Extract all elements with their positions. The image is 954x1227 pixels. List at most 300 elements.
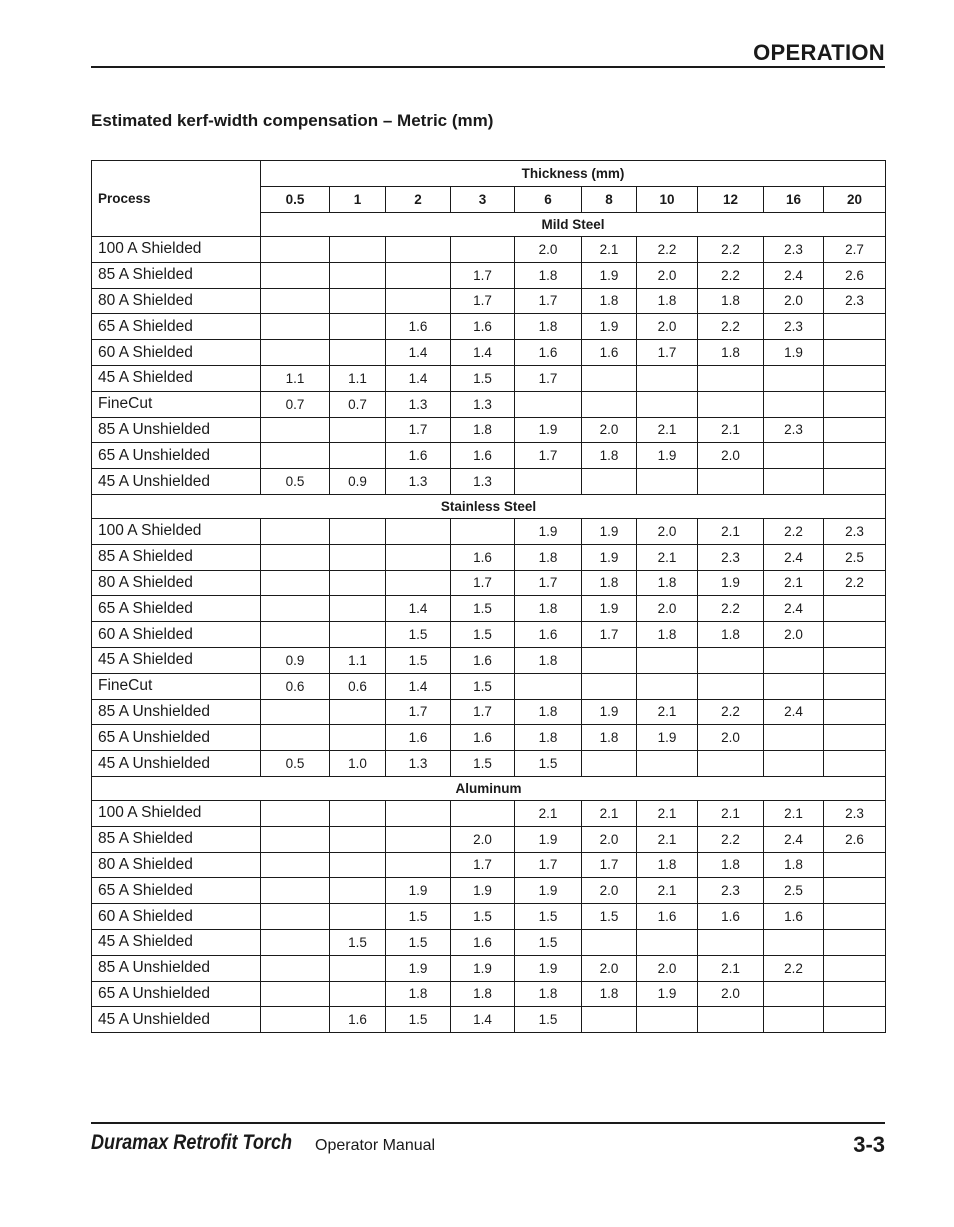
kerf-value-cell: 2.0 <box>582 878 637 904</box>
kerf-value-cell: 1.7 <box>386 699 451 725</box>
kerf-value-cell: 1.8 <box>515 314 582 340</box>
kerf-value-cell: 1.5 <box>451 751 515 777</box>
table-row <box>92 800 886 826</box>
kerf-value-cell <box>698 647 764 673</box>
kerf-value-cell <box>330 417 386 443</box>
kerf-value-cell <box>698 469 764 495</box>
kerf-value-cell <box>261 699 330 725</box>
kerf-value-cell: 1.4 <box>386 340 451 366</box>
table-row <box>92 391 886 417</box>
kerf-value-cell: 1.9 <box>764 340 824 366</box>
kerf-value-cell: 2.3 <box>698 878 764 904</box>
kerf-value-cell: 0.6 <box>261 673 330 699</box>
kerf-value-cell <box>386 826 451 852</box>
table-row <box>92 878 886 904</box>
kerf-value-cell <box>824 981 886 1007</box>
kerf-value-cell: 1.8 <box>698 622 764 648</box>
process-cell: 45 A Shielded <box>92 929 261 955</box>
kerf-value-cell: 1.7 <box>515 570 582 596</box>
kerf-value-cell <box>451 800 515 826</box>
kerf-value-cell <box>330 878 386 904</box>
material-header-row <box>92 494 886 518</box>
process-cell: 65 A Unshielded <box>92 981 261 1007</box>
kerf-value-cell: 1.9 <box>515 878 582 904</box>
kerf-value-cell <box>698 673 764 699</box>
kerf-value-cell: 0.5 <box>261 469 330 495</box>
table-row <box>92 518 886 544</box>
kerf-value-cell: 1.6 <box>451 314 515 340</box>
table-row <box>92 622 886 648</box>
kerf-value-cell: 2.5 <box>824 544 886 570</box>
kerf-value-cell: 2.1 <box>637 544 698 570</box>
table-row <box>92 904 886 930</box>
process-cell: 65 A Shielded <box>92 878 261 904</box>
process-cell: 45 A Shielded <box>92 647 261 673</box>
page-number: 3-3 <box>853 1132 885 1157</box>
kerf-value-cell <box>261 314 330 340</box>
kerf-width-table <box>91 160 886 1033</box>
kerf-value-cell <box>582 365 637 391</box>
kerf-value-cell: 1.8 <box>698 288 764 314</box>
thickness-column-header: 20 <box>824 187 886 213</box>
kerf-value-cell <box>582 391 637 417</box>
kerf-value-cell: 2.1 <box>698 518 764 544</box>
process-cell: 45 A Unshielded <box>92 1007 261 1033</box>
process-cell: 65 A Shielded <box>92 596 261 622</box>
kerf-value-cell: 1.3 <box>386 391 451 417</box>
kerf-value-cell: 1.5 <box>386 904 451 930</box>
kerf-value-cell: 1.6 <box>764 904 824 930</box>
kerf-value-cell: 1.9 <box>451 955 515 981</box>
process-cell: FineCut <box>92 673 261 699</box>
kerf-value-cell <box>330 725 386 751</box>
kerf-value-cell: 1.8 <box>637 852 698 878</box>
kerf-value-cell <box>824 340 886 366</box>
kerf-value-cell: 1.9 <box>637 725 698 751</box>
kerf-value-cell <box>330 981 386 1007</box>
kerf-value-cell <box>386 237 451 263</box>
kerf-value-cell <box>698 391 764 417</box>
kerf-value-cell: 2.2 <box>698 826 764 852</box>
footer-document-type: Operator Manual <box>315 1137 436 1154</box>
kerf-value-cell: 2.3 <box>824 800 886 826</box>
kerf-value-cell: 1.8 <box>582 443 637 469</box>
kerf-value-cell: 2.2 <box>764 955 824 981</box>
kerf-value-cell: 1.9 <box>386 955 451 981</box>
kerf-value-cell <box>261 725 330 751</box>
process-column-header: Process <box>92 161 261 237</box>
kerf-value-cell: 2.1 <box>582 800 637 826</box>
kerf-value-cell <box>261 596 330 622</box>
kerf-value-cell: 1.5 <box>451 673 515 699</box>
kerf-value-cell <box>824 878 886 904</box>
kerf-value-cell: 1.6 <box>451 929 515 955</box>
kerf-value-cell <box>824 699 886 725</box>
kerf-value-cell <box>386 288 451 314</box>
kerf-value-cell <box>764 391 824 417</box>
kerf-value-cell: 2.0 <box>637 596 698 622</box>
kerf-value-cell: 1.5 <box>330 929 386 955</box>
kerf-value-cell <box>764 725 824 751</box>
kerf-value-cell: 1.9 <box>582 596 637 622</box>
kerf-value-cell: 1.1 <box>330 365 386 391</box>
thickness-column-header: 8 <box>582 187 637 213</box>
kerf-value-cell <box>824 955 886 981</box>
kerf-value-cell: 2.0 <box>698 981 764 1007</box>
kerf-value-cell: 2.1 <box>698 417 764 443</box>
kerf-value-cell <box>261 904 330 930</box>
kerf-value-cell: 2.2 <box>698 699 764 725</box>
kerf-value-cell <box>386 570 451 596</box>
kerf-value-cell: 1.6 <box>515 340 582 366</box>
kerf-value-cell <box>824 725 886 751</box>
table-row <box>92 751 886 777</box>
kerf-value-cell: 1.6 <box>637 904 698 930</box>
kerf-value-cell: 1.6 <box>386 725 451 751</box>
table-row <box>92 288 886 314</box>
kerf-value-cell <box>824 751 886 777</box>
kerf-value-cell: 1.9 <box>515 417 582 443</box>
kerf-value-cell <box>824 469 886 495</box>
kerf-value-cell: 1.9 <box>451 878 515 904</box>
kerf-value-cell: 1.4 <box>386 673 451 699</box>
thickness-column-header: 12 <box>698 187 764 213</box>
table-row <box>92 314 886 340</box>
kerf-value-cell <box>386 800 451 826</box>
kerf-value-cell <box>698 365 764 391</box>
kerf-value-cell: 1.3 <box>451 469 515 495</box>
kerf-value-cell: 1.9 <box>515 518 582 544</box>
kerf-value-cell <box>582 469 637 495</box>
kerf-value-cell: 1.9 <box>386 878 451 904</box>
footer-product-name: Duramax Retrofit Torch <box>91 1131 293 1154</box>
kerf-value-cell <box>637 647 698 673</box>
kerf-value-cell: 1.9 <box>582 262 637 288</box>
kerf-value-cell <box>261 262 330 288</box>
kerf-value-cell: 1.5 <box>515 929 582 955</box>
kerf-value-cell <box>698 1007 764 1033</box>
kerf-value-cell: 1.5 <box>515 1007 582 1033</box>
kerf-value-cell: 1.8 <box>637 622 698 648</box>
kerf-value-cell <box>261 929 330 955</box>
kerf-value-cell: 2.0 <box>764 622 824 648</box>
kerf-value-cell: 2.2 <box>698 237 764 263</box>
kerf-value-cell <box>515 469 582 495</box>
kerf-value-cell: 2.4 <box>764 699 824 725</box>
kerf-value-cell <box>261 826 330 852</box>
process-cell: 80 A Shielded <box>92 570 261 596</box>
process-cell: 85 A Unshielded <box>92 955 261 981</box>
kerf-value-cell: 1.7 <box>451 852 515 878</box>
kerf-value-cell <box>330 237 386 263</box>
kerf-value-cell: 1.8 <box>637 570 698 596</box>
kerf-value-cell <box>261 237 330 263</box>
kerf-value-cell: 2.1 <box>515 800 582 826</box>
kerf-value-cell: 0.9 <box>261 647 330 673</box>
process-cell: 100 A Shielded <box>92 237 261 263</box>
kerf-value-cell <box>261 288 330 314</box>
kerf-value-cell: 2.4 <box>764 544 824 570</box>
table-row <box>92 852 886 878</box>
kerf-value-cell <box>637 469 698 495</box>
kerf-value-cell <box>386 518 451 544</box>
kerf-value-cell <box>824 647 886 673</box>
section-header: OPERATION <box>753 40 885 65</box>
table-row <box>92 443 886 469</box>
process-cell: 100 A Shielded <box>92 800 261 826</box>
kerf-value-cell <box>261 417 330 443</box>
thickness-header-row <box>92 161 886 187</box>
kerf-value-cell: 2.0 <box>451 826 515 852</box>
kerf-value-cell: 1.5 <box>582 904 637 930</box>
kerf-value-cell: 1.8 <box>515 981 582 1007</box>
process-cell: 85 A Unshielded <box>92 699 261 725</box>
table-row <box>92 544 886 570</box>
kerf-value-cell <box>637 929 698 955</box>
kerf-value-cell: 1.9 <box>582 699 637 725</box>
kerf-value-cell: 1.5 <box>451 904 515 930</box>
kerf-value-cell: 1.7 <box>515 365 582 391</box>
kerf-value-cell <box>451 518 515 544</box>
kerf-value-cell: 1.8 <box>386 981 451 1007</box>
kerf-value-cell <box>330 904 386 930</box>
kerf-value-cell: 1.6 <box>451 647 515 673</box>
kerf-value-cell: 1.3 <box>451 391 515 417</box>
process-cell: FineCut <box>92 391 261 417</box>
kerf-value-cell <box>637 391 698 417</box>
kerf-value-cell: 2.0 <box>698 725 764 751</box>
kerf-value-cell <box>330 518 386 544</box>
kerf-value-cell <box>698 751 764 777</box>
kerf-value-cell <box>261 955 330 981</box>
table-row <box>92 955 886 981</box>
kerf-value-cell: 2.6 <box>824 262 886 288</box>
kerf-value-cell: 2.0 <box>582 955 637 981</box>
kerf-value-cell <box>330 622 386 648</box>
kerf-value-cell: 1.7 <box>515 443 582 469</box>
kerf-value-cell: 1.7 <box>582 852 637 878</box>
process-cell: 65 A Shielded <box>92 314 261 340</box>
kerf-value-cell: 1.7 <box>451 699 515 725</box>
kerf-value-cell <box>582 751 637 777</box>
kerf-value-cell: 2.1 <box>582 237 637 263</box>
kerf-value-cell: 1.6 <box>386 443 451 469</box>
material-header: Stainless Steel <box>92 494 886 518</box>
process-cell: 85 A Shielded <box>92 826 261 852</box>
kerf-value-cell: 1.9 <box>698 570 764 596</box>
process-cell: 85 A Unshielded <box>92 417 261 443</box>
kerf-value-cell: 2.1 <box>764 800 824 826</box>
thickness-column-header: 10 <box>637 187 698 213</box>
kerf-value-cell: 2.5 <box>764 878 824 904</box>
kerf-value-cell <box>824 904 886 930</box>
kerf-value-cell: 1.7 <box>386 417 451 443</box>
kerf-value-cell: 1.7 <box>451 288 515 314</box>
kerf-value-cell: 1.4 <box>451 340 515 366</box>
kerf-value-cell: 1.6 <box>451 725 515 751</box>
header-divider <box>91 66 885 68</box>
kerf-value-cell <box>261 518 330 544</box>
kerf-value-cell: 1.7 <box>515 852 582 878</box>
kerf-value-cell <box>330 340 386 366</box>
kerf-value-cell <box>764 751 824 777</box>
kerf-value-cell: 2.4 <box>764 596 824 622</box>
kerf-value-cell: 2.1 <box>698 800 764 826</box>
kerf-value-cell: 1.8 <box>582 570 637 596</box>
table-row <box>92 262 886 288</box>
kerf-value-cell: 1.8 <box>451 981 515 1007</box>
kerf-value-cell <box>764 365 824 391</box>
footer-divider <box>91 1122 885 1124</box>
kerf-value-cell: 1.8 <box>515 725 582 751</box>
table-row <box>92 647 886 673</box>
kerf-value-cell: 1.9 <box>637 981 698 1007</box>
process-cell: 60 A Shielded <box>92 622 261 648</box>
kerf-value-cell: 2.7 <box>824 237 886 263</box>
process-cell: 45 A Shielded <box>92 365 261 391</box>
kerf-value-cell: 2.2 <box>698 262 764 288</box>
kerf-value-cell <box>386 852 451 878</box>
kerf-value-cell: 1.5 <box>515 751 582 777</box>
thickness-column-header: 6 <box>515 187 582 213</box>
process-cell: 45 A Unshielded <box>92 469 261 495</box>
kerf-value-cell: 2.1 <box>637 699 698 725</box>
table-row <box>92 673 886 699</box>
kerf-value-cell: 1.9 <box>582 314 637 340</box>
kerf-value-cell <box>824 391 886 417</box>
kerf-value-cell: 1.5 <box>386 1007 451 1033</box>
kerf-value-cell: 2.0 <box>764 288 824 314</box>
kerf-value-cell: 2.6 <box>824 826 886 852</box>
kerf-value-cell <box>637 1007 698 1033</box>
kerf-value-cell <box>582 647 637 673</box>
kerf-value-cell <box>515 673 582 699</box>
material-header-row <box>92 776 886 800</box>
kerf-value-cell <box>764 673 824 699</box>
kerf-value-cell: 1.8 <box>582 288 637 314</box>
kerf-value-cell: 2.1 <box>764 570 824 596</box>
kerf-value-cell: 1.8 <box>515 647 582 673</box>
kerf-value-cell: 1.6 <box>451 443 515 469</box>
kerf-value-cell: 2.3 <box>764 314 824 340</box>
kerf-value-cell: 1.6 <box>386 314 451 340</box>
kerf-value-cell: 2.2 <box>824 570 886 596</box>
kerf-value-cell: 2.0 <box>637 262 698 288</box>
kerf-value-cell <box>764 929 824 955</box>
kerf-value-cell: 1.7 <box>637 340 698 366</box>
kerf-value-cell: 2.2 <box>764 518 824 544</box>
kerf-value-cell: 1.9 <box>515 955 582 981</box>
kerf-value-cell: 1.8 <box>764 852 824 878</box>
kerf-value-cell: 2.1 <box>637 826 698 852</box>
kerf-value-cell: 2.0 <box>637 955 698 981</box>
kerf-value-cell <box>582 673 637 699</box>
process-cell: 80 A Shielded <box>92 852 261 878</box>
kerf-value-cell: 1.8 <box>698 340 764 366</box>
kerf-value-cell: 0.9 <box>330 469 386 495</box>
kerf-value-cell: 2.1 <box>637 800 698 826</box>
kerf-value-cell: 1.6 <box>330 1007 386 1033</box>
kerf-value-cell: 1.5 <box>386 622 451 648</box>
kerf-value-cell: 1.7 <box>515 288 582 314</box>
kerf-value-cell: 2.1 <box>637 417 698 443</box>
kerf-value-cell: 1.4 <box>386 596 451 622</box>
kerf-value-cell: 1.5 <box>515 904 582 930</box>
kerf-value-cell <box>824 417 886 443</box>
table-row <box>92 596 886 622</box>
kerf-value-cell: 2.0 <box>515 237 582 263</box>
thickness-column-header: 2 <box>386 187 451 213</box>
kerf-value-cell <box>637 365 698 391</box>
kerf-value-cell <box>451 237 515 263</box>
kerf-value-cell: 1.6 <box>582 340 637 366</box>
kerf-value-cell <box>824 622 886 648</box>
kerf-value-cell <box>330 288 386 314</box>
kerf-value-cell <box>764 469 824 495</box>
kerf-value-cell: 1.6 <box>698 904 764 930</box>
kerf-value-cell: 2.0 <box>637 314 698 340</box>
kerf-value-cell: 2.1 <box>637 878 698 904</box>
process-cell: 45 A Unshielded <box>92 751 261 777</box>
kerf-value-cell <box>824 596 886 622</box>
kerf-value-cell: 1.7 <box>451 570 515 596</box>
kerf-value-cell <box>330 826 386 852</box>
process-cell: 80 A Shielded <box>92 288 261 314</box>
thickness-column-header: 0.5 <box>261 187 330 213</box>
kerf-value-cell <box>330 955 386 981</box>
kerf-value-cell <box>330 852 386 878</box>
kerf-value-cell <box>261 1007 330 1033</box>
material-header: Aluminum <box>92 776 886 800</box>
kerf-value-cell <box>261 800 330 826</box>
kerf-value-cell <box>824 929 886 955</box>
table-row <box>92 469 886 495</box>
kerf-value-cell <box>824 852 886 878</box>
kerf-value-cell: 1.4 <box>386 365 451 391</box>
process-cell: 85 A Shielded <box>92 544 261 570</box>
kerf-value-cell: 1.8 <box>698 852 764 878</box>
kerf-value-cell: 2.1 <box>698 955 764 981</box>
table-row <box>92 340 886 366</box>
thickness-column-header: 3 <box>451 187 515 213</box>
kerf-value-cell: 1.8 <box>582 981 637 1007</box>
kerf-value-cell <box>330 262 386 288</box>
kerf-value-cell: 1.5 <box>451 622 515 648</box>
kerf-value-cell <box>261 443 330 469</box>
kerf-value-cell: 1.5 <box>386 929 451 955</box>
kerf-value-cell: 1.8 <box>515 262 582 288</box>
process-cell: 60 A Shielded <box>92 340 261 366</box>
kerf-value-cell: 2.0 <box>582 417 637 443</box>
kerf-value-cell <box>764 443 824 469</box>
kerf-value-cell <box>824 673 886 699</box>
kerf-value-cell: 2.3 <box>764 417 824 443</box>
kerf-value-cell <box>261 878 330 904</box>
kerf-value-cell <box>330 699 386 725</box>
kerf-value-cell: 2.2 <box>698 596 764 622</box>
kerf-value-cell: 2.0 <box>698 443 764 469</box>
kerf-value-cell <box>261 340 330 366</box>
table-row <box>92 725 886 751</box>
kerf-value-cell: 0.7 <box>330 391 386 417</box>
kerf-value-cell <box>582 1007 637 1033</box>
kerf-value-cell: 2.4 <box>764 826 824 852</box>
thickness-column-header: 1 <box>330 187 386 213</box>
kerf-value-cell: 1.8 <box>515 596 582 622</box>
kerf-value-cell: 1.5 <box>451 596 515 622</box>
kerf-value-cell: 2.3 <box>824 518 886 544</box>
kerf-value-cell <box>386 544 451 570</box>
